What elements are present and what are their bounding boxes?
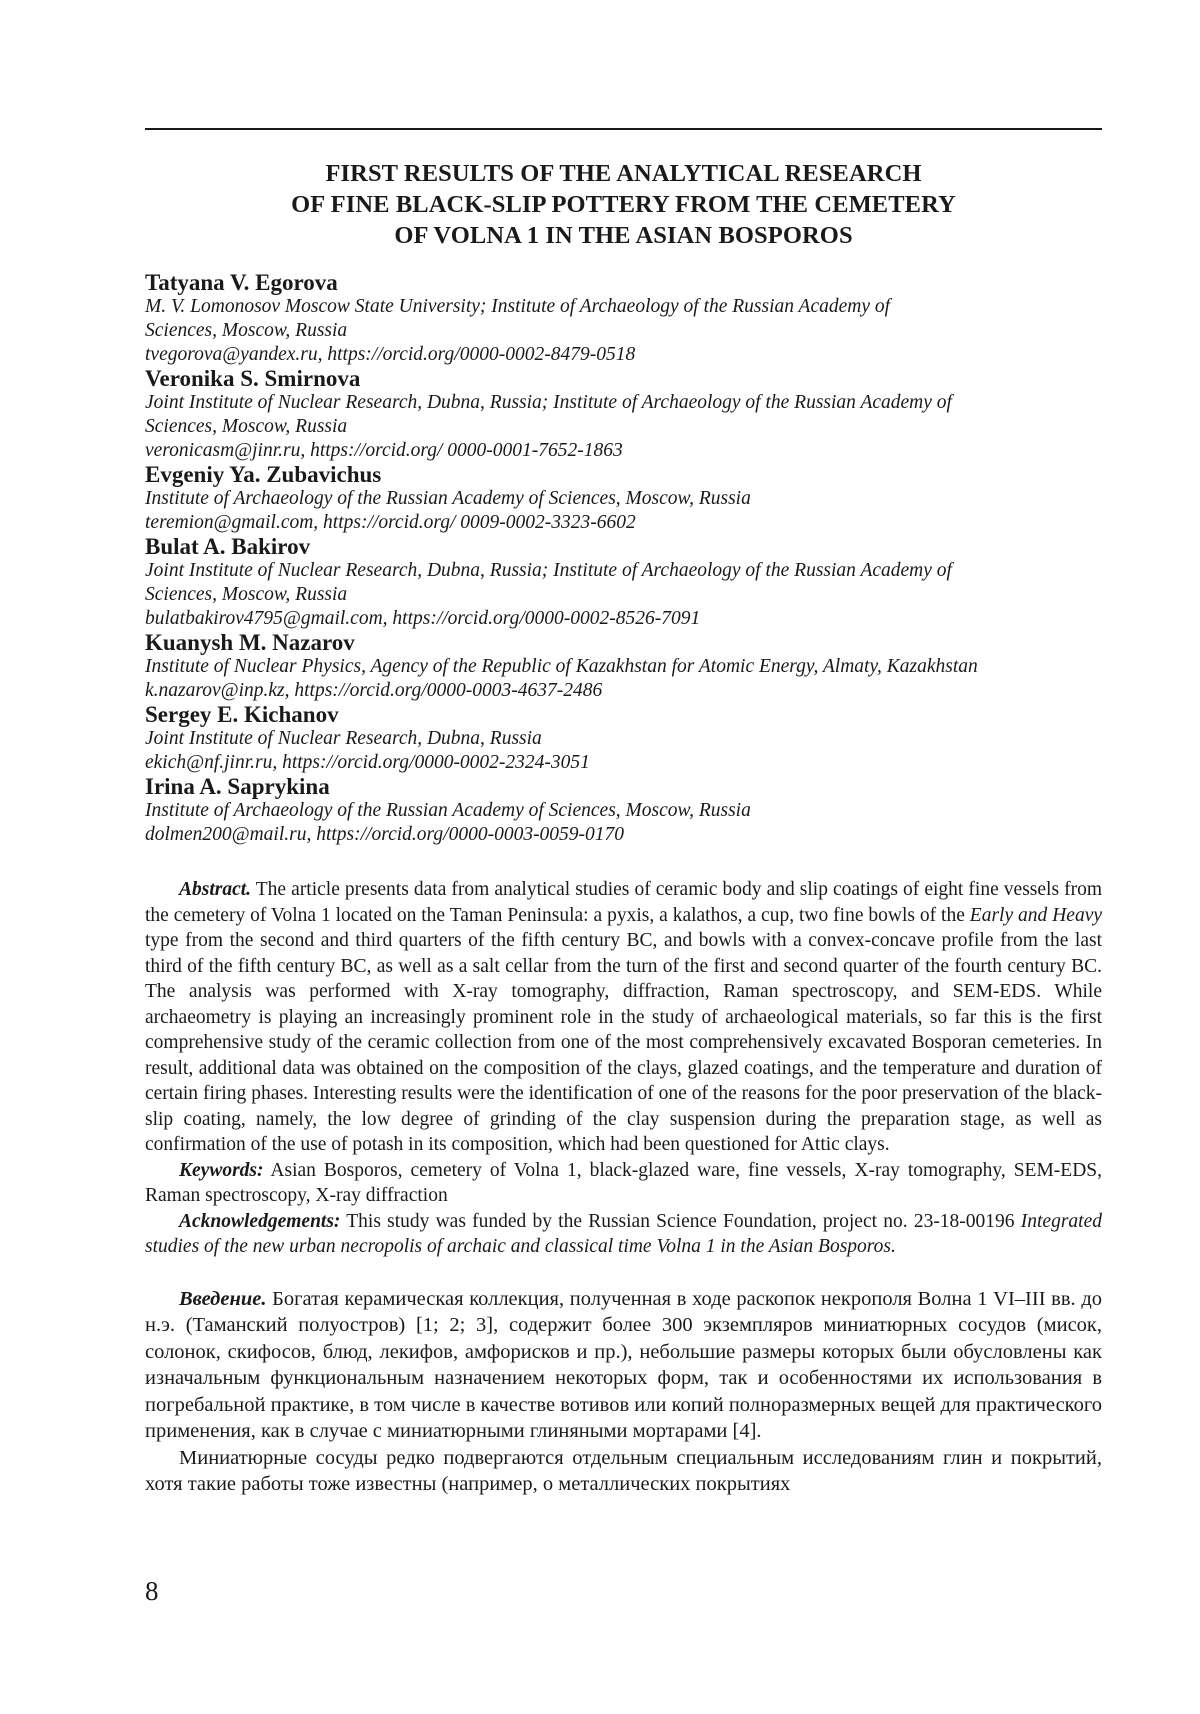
author-name: Sergey E. Kichanov (145, 702, 339, 727)
author-contact: tvegorova@yandex.ru, https://orcid.org/0000-0002-8479-0518 (145, 344, 636, 365)
author-contact: k.nazarov@inp.kz, https://orcid.org/0000-0003-4637-2486 (145, 680, 603, 701)
acknowledgements-label: Acknowledgements: (179, 1210, 341, 1232)
author-list (145, 271, 1102, 847)
intro-paragraph-2: Миниатюрные сосуды редко подвергаются отдельным специальным исследованиям глин и покрытий, хотя такие работы тоже известны (например, о металлических покрытиях (145, 1446, 1102, 1495)
author-entry (145, 703, 1102, 775)
article-title (145, 158, 1102, 251)
abstract-text-continued: type from the second and third quarters of the fifth century BC, and bowls with a convex-concave profile from the last third of the fifth century BC, as well as a salt cellar from the turn of the first and second quarter of the fourth century BC. The analysis was performed with X-ray tomography, diffraction, Raman spectroscopy, and SEM-EDS. While archaeometry is playing an increasingly prominent role in the study of archaeological materials, so far this is the first comprehensive study of the ceramic collection from one of the most comprehensively excavated Bosporan cemeteries. In result, additional data was obtained on the composition of the clays, glazed coatings, and the temperature and duration of certain firing phases. Interesting results were the identification of one of the reasons for the poor preservation of the black-slip coating, namely, the low degree of grinding of the clay suspension during the preparation stage, as well as confirmation of the use of potash in its composition, which had been questioned for Attic clays. (145, 930, 1102, 1155)
abstract-section (145, 877, 1102, 1260)
author-entry (145, 463, 1102, 535)
abstract-italic-term: Early and Heavy (969, 904, 1102, 926)
page-number: 8 (145, 1576, 159, 1606)
intro-text-1: Богатая керамическая коллекция, полученная в ходе раскопок некрополя Волна 1 VI–III вв. до н.э. (Таманский полуостров) [1; 2; 3], содержит более 300 экземпляров миниатюрных сосудов (мисок, солонок, скифосов, блюд, лекифов, амфорисков и пр.), небольшие размеры которых были обусловлены как изначальным функциональным назначением некоторых форм, так и особенностями их использования в погребальной практике, в том числе в качестве вотивов или копий полноразмерных вещей для практического применения, как в случае с миниатюрными глиняными мортарами [4]. (145, 1287, 1102, 1442)
author-affiliation: Sciences, Moscow, Russia (145, 584, 348, 605)
abstract-paragraph (145, 877, 1102, 1158)
acknowledgements-text: This study was funded by the Russian Science Foundation, project no. 23-18-00196 (340, 1210, 1021, 1232)
author-entry (145, 271, 1102, 367)
abstract-text: The article presents data from analytical studies of ceramic body and slip coatings of eight fine vessels from the cemetery of Volna 1 located on the Taman Peninsula: a pyxis, a kalathos, a cup, two fine bowls of the (145, 879, 1102, 926)
keywords-text: Asian Bosporos, cemetery of Volna 1, black-glazed ware, fine vessels, X-ray tomography, SEM-EDS, Raman spectroscopy, X-ray diffraction (145, 1159, 1102, 1206)
author-affiliation: Sciences, Moscow, Russia (145, 416, 348, 437)
author-contact: ekich@nf.jinr.ru, https://orcid.org/0000-0002-2324-3051 (145, 752, 590, 773)
title-line-1: FIRST RESULTS OF THE ANALYTICAL RESEARCH (325, 160, 922, 187)
intro-paragraph-1 (145, 1286, 1102, 1445)
author-affiliation: Institute of Nuclear Physics, Agency of the Republic of Kazakhstan for Atomic Energy, Almaty, Kazakhstan (145, 656, 978, 677)
author-affiliation: Joint Institute of Nuclear Research, Dubna, Russia (145, 728, 542, 749)
author-affiliation: Joint Institute of Nuclear Research, Dubna, Russia; Institute of Archaeology of the Russian Academy of (145, 392, 952, 413)
author-contact: dolmen200@mail.ru, https://orcid.org/0000-0003-0059-0170 (145, 824, 625, 845)
abstract-label: Abstract. (179, 879, 252, 900)
header-rule (145, 128, 1102, 130)
keywords-label: Keywords: (179, 1159, 264, 1181)
author-contact: veronicasm@jinr.ru, https://orcid.org/ 0000-0001-7652-1863 (145, 440, 623, 461)
article-page (145, 128, 1102, 1498)
author-name: Irina A. Saprykina (145, 774, 330, 799)
author-contact: teremion@gmail.com, https://orcid.org/ 0009-0002-3323-6602 (145, 512, 636, 533)
acknowledgements-project-title: Integrated studies of the new urban necropolis of archaic and classical time Volna 1 in the Asian Bosporos. (145, 1210, 1102, 1257)
introduction-section (145, 1286, 1102, 1498)
author-affiliation: Institute of Archaeology of the Russian Academy of Sciences, Moscow, Russia (145, 800, 751, 821)
author-affiliation: Joint Institute of Nuclear Research, Dubna, Russia; Institute of Archaeology of the Russian Academy of (145, 560, 952, 581)
author-entry (145, 631, 1102, 703)
intro-label: Введение. (179, 1287, 267, 1310)
author-name: Evgeniy Ya. Zubavichus (145, 462, 382, 487)
author-name: Veronika S. Smirnova (145, 366, 361, 391)
author-name: Kuanysh M. Nazarov (145, 630, 355, 655)
author-name: Tatyana V. Egorova (145, 270, 338, 295)
title-line-3: OF VOLNA 1 IN THE ASIAN BOSPOROS (394, 222, 853, 249)
author-affiliation: M. V. Lomonosov Moscow State University; Institute of Archaeology of the Russian Academy of (145, 296, 891, 317)
author-affiliation: Sciences, Moscow, Russia (145, 320, 348, 341)
acknowledgements-paragraph (145, 1209, 1102, 1260)
author-entry (145, 535, 1102, 631)
title-line-2: OF FINE BLACK-SLIP POTTERY FROM THE CEMETERY (291, 191, 956, 218)
keywords-paragraph (145, 1158, 1102, 1209)
author-name: Bulat A. Bakirov (145, 534, 311, 559)
author-entry (145, 367, 1102, 463)
author-entry (145, 775, 1102, 847)
author-affiliation: Institute of Archaeology of the Russian Academy of Sciences, Moscow, Russia (145, 488, 751, 509)
author-contact: bulatbakirov4795@gmail.com, https://orcid.org/0000-0002-8526-7091 (145, 608, 701, 629)
